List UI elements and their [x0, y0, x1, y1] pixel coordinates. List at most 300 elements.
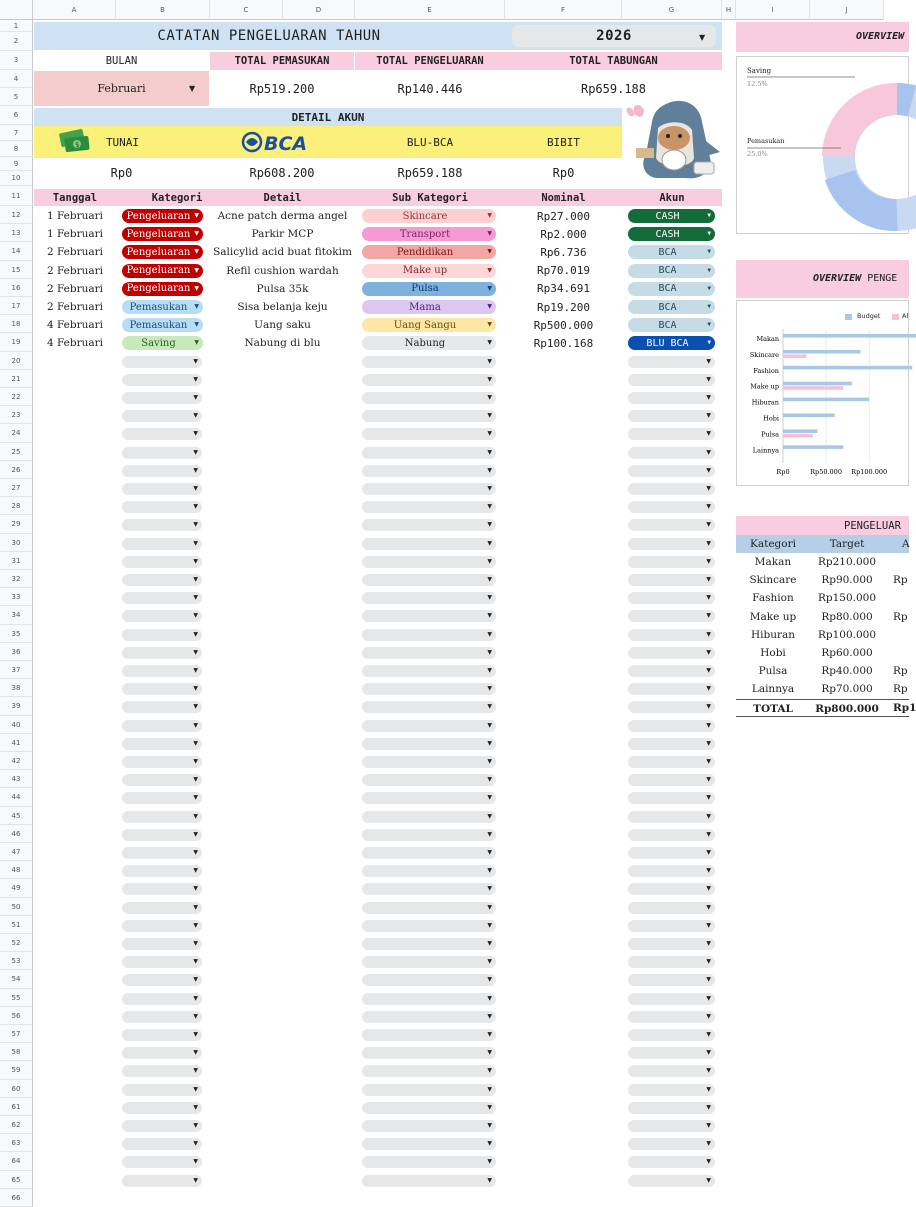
chevron-down-icon[interactable]: ▼ [487, 1067, 492, 1075]
chevron-down-icon[interactable]: ▼ [193, 503, 198, 511]
chevron-down-icon[interactable]: ▼ [706, 885, 711, 893]
row-header[interactable]: 23 [0, 406, 33, 424]
column-header-h[interactable]: H [722, 0, 736, 20]
chevron-down-icon[interactable]: ▼ [487, 685, 492, 693]
empty-akun-dropdown[interactable] [628, 647, 715, 659]
chevron-down-icon[interactable]: ▼ [193, 612, 198, 620]
empty-kategori-dropdown[interactable] [122, 829, 202, 841]
empty-kategori-dropdown[interactable] [122, 465, 202, 477]
sub-kategori-dropdown[interactable] [362, 300, 496, 314]
empty-akun-dropdown[interactable] [628, 683, 715, 695]
chevron-down-icon[interactable]: ▼ [706, 412, 711, 420]
empty-sub-kategori-dropdown[interactable] [362, 1138, 496, 1150]
row-header[interactable]: 20 [0, 352, 33, 370]
chevron-down-icon[interactable]: ▼ [193, 830, 198, 838]
chevron-down-icon[interactable]: ▼ [707, 212, 711, 219]
empty-kategori-dropdown[interactable] [122, 428, 202, 440]
chevron-down-icon[interactable]: ▼ [193, 539, 198, 547]
sub-kategori-dropdown[interactable] [362, 282, 496, 296]
empty-sub-kategori-dropdown[interactable] [362, 538, 496, 550]
row-header[interactable]: 42 [0, 752, 33, 770]
sheet-corner[interactable] [0, 0, 33, 20]
empty-kategori-dropdown[interactable] [122, 683, 202, 695]
chevron-down-icon[interactable]: ▼ [487, 921, 492, 929]
chevron-down-icon[interactable]: ▼ [487, 1122, 492, 1129]
kategori-dropdown[interactable] [122, 245, 203, 259]
chevron-down-icon[interactable]: ▼ [193, 485, 198, 492]
empty-kategori-dropdown[interactable] [122, 574, 202, 586]
empty-kategori-dropdown[interactable] [122, 1084, 202, 1096]
empty-kategori-dropdown[interactable] [122, 1120, 202, 1132]
chevron-down-icon[interactable]: ▼ [487, 539, 492, 547]
column-header-i[interactable]: I [736, 0, 810, 20]
sub-kategori-dropdown[interactable] [362, 227, 496, 241]
empty-akun-dropdown[interactable] [628, 902, 715, 914]
row-header[interactable]: 4 [0, 70, 33, 88]
chevron-down-icon[interactable]: ▼ [706, 1103, 711, 1111]
empty-sub-kategori-dropdown[interactable] [362, 1120, 496, 1132]
sub-kategori-dropdown[interactable] [362, 245, 496, 259]
chevron-down-icon[interactable]: ▼ [707, 284, 711, 292]
empty-sub-kategori-dropdown[interactable] [362, 410, 496, 422]
empty-sub-kategori-dropdown[interactable] [362, 1102, 496, 1114]
kategori-dropdown[interactable] [122, 318, 203, 332]
row-header[interactable]: 44 [0, 788, 33, 806]
row-header[interactable]: 52 [0, 934, 33, 952]
empty-kategori-dropdown[interactable] [122, 993, 202, 1005]
chevron-down-icon[interactable]: ▼ [706, 921, 711, 929]
row-header[interactable]: 30 [0, 534, 33, 552]
chevron-down-icon[interactable]: ▼ [193, 958, 198, 966]
row-header[interactable]: 12 [0, 206, 33, 224]
row-header[interactable]: 60 [0, 1080, 33, 1098]
chevron-down-icon[interactable]: ▼ [193, 375, 198, 383]
chevron-down-icon[interactable]: ▼ [706, 612, 711, 620]
empty-kategori-dropdown[interactable] [122, 1175, 202, 1187]
chevron-down-icon[interactable]: ▼ [487, 739, 492, 747]
row-header[interactable]: 38 [0, 679, 33, 697]
row-header[interactable]: 45 [0, 807, 33, 825]
column-header-a[interactable]: A [33, 0, 116, 20]
chevron-down-icon[interactable]: ▼ [706, 1049, 711, 1057]
sub-kategori-dropdown[interactable] [362, 318, 496, 332]
empty-sub-kategori-dropdown[interactable] [362, 1175, 496, 1187]
empty-sub-kategori-dropdown[interactable] [362, 683, 496, 695]
row-header[interactable]: 43 [0, 770, 33, 788]
empty-akun-dropdown[interactable] [628, 629, 715, 641]
row-header[interactable]: 41 [0, 734, 33, 752]
chevron-down-icon[interactable]: ▼ [706, 466, 711, 474]
chevron-down-icon[interactable]: ▼ [706, 867, 711, 875]
chevron-down-icon[interactable]: ▼ [707, 230, 711, 238]
empty-akun-dropdown[interactable] [628, 938, 715, 950]
column-header-j[interactable]: J [810, 0, 884, 20]
empty-sub-kategori-dropdown[interactable] [362, 1029, 496, 1041]
row-header[interactable]: 28 [0, 497, 33, 515]
chevron-down-icon[interactable]: ▼ [706, 1176, 711, 1184]
empty-sub-kategori-dropdown[interactable] [362, 902, 496, 914]
empty-akun-dropdown[interactable] [628, 701, 715, 713]
row-header[interactable]: 56 [0, 1007, 33, 1025]
chevron-down-icon[interactable]: ▼ [487, 758, 492, 765]
chevron-down-icon[interactable]: ▼ [193, 1158, 198, 1166]
row-header[interactable]: 21 [0, 370, 33, 388]
bulan-dropdown[interactable] [34, 71, 209, 106]
empty-kategori-dropdown[interactable] [122, 1102, 202, 1114]
chevron-down-icon[interactable]: ▼ [707, 266, 711, 274]
empty-sub-kategori-dropdown[interactable] [362, 574, 496, 586]
empty-kategori-dropdown[interactable] [122, 774, 202, 786]
chevron-down-icon[interactable]: ▼ [193, 940, 198, 947]
empty-kategori-dropdown[interactable] [122, 792, 202, 804]
empty-sub-kategori-dropdown[interactable] [362, 465, 496, 477]
chevron-down-icon[interactable]: ▼ [706, 794, 711, 802]
chevron-down-icon[interactable]: ▼ [193, 1140, 198, 1148]
empty-kategori-dropdown[interactable] [122, 610, 202, 622]
kategori-dropdown[interactable] [122, 300, 203, 314]
empty-sub-kategori-dropdown[interactable] [362, 993, 496, 1005]
chevron-down-icon[interactable]: ▼ [706, 503, 711, 511]
row-header[interactable]: 31 [0, 552, 33, 570]
chevron-down-icon[interactable]: ▼ [193, 776, 198, 784]
chevron-down-icon[interactable]: ▼ [487, 430, 492, 438]
empty-sub-kategori-dropdown[interactable] [362, 356, 496, 368]
chevron-down-icon[interactable]: ▼ [706, 849, 711, 856]
chevron-down-icon[interactable]: ▼ [487, 448, 492, 456]
column-header-e[interactable]: E [355, 0, 505, 20]
chevron-down-icon[interactable]: ▼ [706, 648, 711, 656]
row-header[interactable]: 48 [0, 861, 33, 879]
chevron-down-icon[interactable]: ▼ [193, 557, 198, 565]
empty-sub-kategori-dropdown[interactable] [362, 483, 496, 495]
chevron-down-icon[interactable]: ▼ [487, 212, 492, 219]
chevron-down-icon[interactable]: ▼ [487, 557, 492, 565]
empty-sub-kategori-dropdown[interactable] [362, 501, 496, 513]
empty-akun-dropdown[interactable] [628, 574, 715, 586]
kategori-dropdown[interactable] [122, 209, 203, 223]
chevron-down-icon[interactable]: ▼ [487, 903, 492, 911]
chevron-down-icon[interactable]: ▼ [487, 994, 492, 1002]
chevron-down-icon[interactable]: ▼ [487, 648, 492, 656]
chevron-down-icon[interactable]: ▼ [193, 849, 198, 856]
chevron-down-icon[interactable]: ▼ [706, 1031, 711, 1038]
akun-dropdown[interactable] [628, 300, 715, 314]
chevron-down-icon[interactable]: ▼ [706, 521, 711, 529]
akun-dropdown[interactable] [628, 264, 715, 278]
empty-sub-kategori-dropdown[interactable] [362, 956, 496, 968]
empty-akun-dropdown[interactable] [628, 974, 715, 986]
empty-akun-dropdown[interactable] [628, 920, 715, 932]
chevron-down-icon[interactable]: ▼ [706, 594, 711, 602]
chevron-down-icon[interactable]: ▼ [487, 466, 492, 474]
akun-dropdown[interactable] [628, 318, 715, 332]
empty-akun-dropdown[interactable] [628, 501, 715, 513]
empty-akun-dropdown[interactable] [628, 665, 715, 677]
chevron-down-icon[interactable]: ▼ [487, 284, 492, 292]
chevron-down-icon[interactable]: ▼ [194, 339, 199, 347]
chevron-down-icon[interactable]: ▼ [193, 812, 198, 820]
empty-kategori-dropdown[interactable] [122, 902, 202, 914]
empty-sub-kategori-dropdown[interactable] [362, 629, 496, 641]
chevron-down-icon[interactable]: ▼ [706, 1158, 711, 1166]
akun-dropdown[interactable] [628, 282, 715, 296]
chevron-down-icon[interactable]: ▼ [193, 430, 198, 438]
chevron-down-icon[interactable]: ▼ [487, 1103, 492, 1111]
chevron-down-icon[interactable]: ▼ [487, 612, 492, 620]
chevron-down-icon[interactable]: ▼ [706, 430, 711, 438]
empty-akun-dropdown[interactable] [628, 374, 715, 386]
empty-kategori-dropdown[interactable] [122, 538, 202, 550]
chevron-down-icon[interactable]: ▼ [193, 466, 198, 474]
akun-dropdown[interactable] [628, 336, 715, 350]
row-header[interactable]: 33 [0, 588, 33, 606]
empty-akun-dropdown[interactable] [628, 829, 715, 841]
empty-sub-kategori-dropdown[interactable] [362, 1084, 496, 1096]
chevron-down-icon[interactable]: ▼ [193, 521, 198, 529]
row-header[interactable]: 37 [0, 661, 33, 679]
empty-akun-dropdown[interactable] [628, 556, 715, 568]
chevron-down-icon[interactable]: ▼ [487, 794, 492, 802]
row-header[interactable]: 11 [0, 186, 33, 206]
chevron-down-icon[interactable]: ▼ [194, 303, 199, 310]
chevron-down-icon[interactable]: ▼ [706, 703, 711, 711]
chevron-down-icon[interactable]: ▼ [706, 1122, 711, 1129]
column-header-f[interactable]: F [505, 0, 622, 20]
chevron-down-icon[interactable]: ▼ [707, 303, 711, 310]
chevron-down-icon[interactable]: ▼ [194, 212, 199, 219]
row-header[interactable]: 10 [0, 171, 33, 186]
chevron-down-icon[interactable]: ▼ [487, 885, 492, 893]
empty-kategori-dropdown[interactable] [122, 920, 202, 932]
chevron-down-icon[interactable]: ▼ [487, 230, 492, 238]
chevron-down-icon[interactable]: ▼ [706, 1067, 711, 1075]
empty-kategori-dropdown[interactable] [122, 519, 202, 531]
row-header[interactable]: 7 [0, 125, 33, 141]
chevron-down-icon[interactable]: ▼ [706, 776, 711, 784]
empty-sub-kategori-dropdown[interactable] [362, 774, 496, 786]
kategori-dropdown[interactable] [122, 227, 203, 241]
empty-akun-dropdown[interactable] [628, 428, 715, 440]
chevron-down-icon[interactable]: ▼ [193, 448, 198, 456]
chevron-down-icon[interactable]: ▼ [194, 230, 199, 238]
empty-akun-dropdown[interactable] [628, 410, 715, 422]
column-header-b[interactable]: B [116, 0, 210, 20]
empty-akun-dropdown[interactable] [628, 1156, 715, 1168]
row-header[interactable]: 40 [0, 716, 33, 734]
chevron-down-icon[interactable]: ▼ [487, 485, 492, 492]
empty-kategori-dropdown[interactable] [122, 938, 202, 950]
row-header[interactable]: 53 [0, 952, 33, 970]
row-header[interactable]: 66 [0, 1189, 33, 1207]
row-header[interactable]: 61 [0, 1098, 33, 1116]
chevron-down-icon[interactable]: ▼ [193, 1103, 198, 1111]
empty-akun-dropdown[interactable] [628, 756, 715, 768]
chevron-down-icon[interactable]: ▼ [706, 685, 711, 693]
sub-kategori-dropdown[interactable] [362, 264, 496, 278]
row-header[interactable]: 29 [0, 515, 33, 533]
chevron-down-icon[interactable]: ▼ [706, 903, 711, 911]
chevron-down-icon[interactable]: ▼ [706, 976, 711, 984]
row-header[interactable]: 6 [0, 106, 33, 125]
chevron-down-icon[interactable]: ▼ [487, 1140, 492, 1148]
empty-kategori-dropdown[interactable] [122, 1138, 202, 1150]
empty-kategori-dropdown[interactable] [122, 1065, 202, 1077]
empty-kategori-dropdown[interactable] [122, 629, 202, 641]
empty-kategori-dropdown[interactable] [122, 865, 202, 877]
chevron-down-icon[interactable]: ▼ [706, 721, 711, 729]
empty-akun-dropdown[interactable] [628, 1102, 715, 1114]
empty-akun-dropdown[interactable] [628, 847, 715, 859]
chevron-down-icon[interactable]: ▼ [487, 248, 492, 256]
empty-kategori-dropdown[interactable] [122, 356, 202, 368]
chevron-down-icon[interactable]: ▼ [193, 394, 198, 401]
row-header[interactable]: 9 [0, 157, 33, 171]
row-header[interactable]: 26 [0, 461, 33, 479]
chevron-down-icon[interactable]: ▼ [487, 849, 492, 856]
row-header[interactable]: 39 [0, 697, 33, 715]
chevron-down-icon[interactable]: ▼ [193, 1122, 198, 1129]
empty-sub-kategori-dropdown[interactable] [362, 1156, 496, 1168]
empty-sub-kategori-dropdown[interactable] [362, 701, 496, 713]
chevron-down-icon[interactable]: ▼ [193, 1012, 198, 1020]
empty-kategori-dropdown[interactable] [122, 1029, 202, 1041]
chevron-down-icon[interactable]: ▼ [193, 794, 198, 802]
year-dropdown-arrow-icon[interactable]: ▼ [699, 33, 706, 42]
akun-dropdown[interactable] [628, 209, 715, 223]
empty-kategori-dropdown[interactable] [122, 392, 202, 404]
row-header[interactable]: 64 [0, 1152, 33, 1170]
chevron-down-icon[interactable]: ▼ [193, 758, 198, 765]
chevron-down-icon[interactable]: ▼ [706, 357, 711, 365]
chevron-down-icon[interactable]: ▼ [487, 1085, 492, 1093]
empty-akun-dropdown[interactable] [628, 538, 715, 550]
kategori-dropdown[interactable] [122, 336, 203, 350]
chevron-down-icon[interactable]: ▼ [487, 703, 492, 711]
chevron-down-icon[interactable]: ▼ [487, 812, 492, 820]
row-header[interactable]: 5 [0, 88, 33, 106]
empty-akun-dropdown[interactable] [628, 1065, 715, 1077]
empty-kategori-dropdown[interactable] [122, 974, 202, 986]
chevron-down-icon[interactable]: ▼ [194, 284, 199, 292]
chevron-down-icon[interactable]: ▼ [487, 594, 492, 602]
empty-akun-dropdown[interactable] [628, 792, 715, 804]
chevron-down-icon[interactable]: ▼ [487, 357, 492, 365]
column-header-g[interactable]: G [622, 0, 722, 20]
empty-akun-dropdown[interactable] [628, 993, 715, 1005]
chevron-down-icon[interactable]: ▼ [706, 576, 711, 583]
empty-sub-kategori-dropdown[interactable] [362, 610, 496, 622]
empty-kategori-dropdown[interactable] [122, 592, 202, 604]
chevron-down-icon[interactable]: ▼ [487, 721, 492, 729]
empty-kategori-dropdown[interactable] [122, 1011, 202, 1023]
chevron-down-icon[interactable]: ▼ [487, 1049, 492, 1057]
empty-sub-kategori-dropdown[interactable] [362, 374, 496, 386]
empty-kategori-dropdown[interactable] [122, 756, 202, 768]
empty-akun-dropdown[interactable] [628, 356, 715, 368]
chevron-down-icon[interactable]: ▼ [706, 539, 711, 547]
empty-kategori-dropdown[interactable] [122, 701, 202, 713]
row-header[interactable]: 63 [0, 1134, 33, 1152]
row-header[interactable]: 34 [0, 606, 33, 624]
empty-akun-dropdown[interactable] [628, 1029, 715, 1041]
chevron-down-icon[interactable]: ▼ [706, 1140, 711, 1148]
kategori-dropdown[interactable] [122, 264, 203, 278]
empty-kategori-dropdown[interactable] [122, 1156, 202, 1168]
empty-akun-dropdown[interactable] [628, 811, 715, 823]
chevron-down-icon[interactable]: ▼ [706, 448, 711, 456]
empty-sub-kategori-dropdown[interactable] [362, 1065, 496, 1077]
empty-sub-kategori-dropdown[interactable] [362, 938, 496, 950]
chevron-down-icon[interactable]: ▼ [193, 576, 198, 583]
chevron-down-icon[interactable]: ▼ [487, 266, 492, 274]
chevron-down-icon[interactable]: ▼ [706, 958, 711, 966]
empty-akun-dropdown[interactable] [628, 1084, 715, 1096]
chevron-down-icon[interactable]: ▼ [706, 485, 711, 492]
empty-akun-dropdown[interactable] [628, 610, 715, 622]
chevron-down-icon[interactable]: ▼ [706, 394, 711, 401]
chevron-down-icon[interactable]: ▼ [487, 1031, 492, 1038]
chevron-down-icon[interactable]: ▼ [487, 1012, 492, 1020]
chevron-down-icon[interactable]: ▼ [193, 903, 198, 911]
empty-sub-kategori-dropdown[interactable] [362, 974, 496, 986]
empty-sub-kategori-dropdown[interactable] [362, 592, 496, 604]
chevron-down-icon[interactable]: ▼ [193, 1085, 198, 1093]
empty-sub-kategori-dropdown[interactable] [362, 865, 496, 877]
row-header[interactable]: 47 [0, 843, 33, 861]
row-header[interactable]: 57 [0, 1025, 33, 1043]
empty-kategori-dropdown[interactable] [122, 556, 202, 568]
chevron-down-icon[interactable]: ▼ [193, 1176, 198, 1184]
empty-kategori-dropdown[interactable] [122, 665, 202, 677]
empty-sub-kategori-dropdown[interactable] [362, 720, 496, 732]
chevron-down-icon[interactable]: ▼ [487, 303, 492, 310]
empty-sub-kategori-dropdown[interactable] [362, 738, 496, 750]
chevron-down-icon[interactable]: ▼ [487, 339, 492, 347]
row-header[interactable]: 46 [0, 825, 33, 843]
chevron-down-icon[interactable]: ▼ [487, 630, 492, 638]
chevron-down-icon[interactable]: ▼ [487, 321, 492, 329]
row-header[interactable]: 24 [0, 424, 33, 442]
chevron-down-icon[interactable]: ▼ [193, 721, 198, 729]
chevron-down-icon[interactable]: ▼ [487, 940, 492, 947]
chevron-down-icon[interactable]: ▼ [706, 739, 711, 747]
empty-akun-dropdown[interactable] [628, 519, 715, 531]
chevron-down-icon[interactable]: ▼ [706, 1012, 711, 1020]
chevron-down-icon[interactable]: ▼ [193, 412, 198, 420]
empty-akun-dropdown[interactable] [628, 720, 715, 732]
kategori-dropdown[interactable] [122, 282, 203, 296]
empty-kategori-dropdown[interactable] [122, 720, 202, 732]
chevron-down-icon[interactable]: ▼ [193, 703, 198, 711]
chevron-down-icon[interactable]: ▼ [487, 867, 492, 875]
chevron-down-icon[interactable]: ▼ [487, 412, 492, 420]
chevron-down-icon[interactable]: ▼ [487, 667, 492, 674]
sub-kategori-dropdown[interactable] [362, 336, 496, 350]
chevron-down-icon[interactable]: ▼ [706, 940, 711, 947]
empty-sub-kategori-dropdown[interactable] [362, 665, 496, 677]
chevron-down-icon[interactable]: ▼ [193, 994, 198, 1002]
empty-akun-dropdown[interactable] [628, 738, 715, 750]
empty-sub-kategori-dropdown[interactable] [362, 756, 496, 768]
chevron-down-icon[interactable]: ▼ [487, 521, 492, 529]
row-header[interactable]: 59 [0, 1061, 33, 1079]
chevron-down-icon[interactable]: ▼ [193, 976, 198, 984]
empty-akun-dropdown[interactable] [628, 774, 715, 786]
year-dropdown[interactable] [512, 25, 716, 47]
chevron-down-icon[interactable]: ▼ [706, 758, 711, 765]
empty-akun-dropdown[interactable] [628, 592, 715, 604]
row-header[interactable]: 1 [0, 20, 33, 32]
